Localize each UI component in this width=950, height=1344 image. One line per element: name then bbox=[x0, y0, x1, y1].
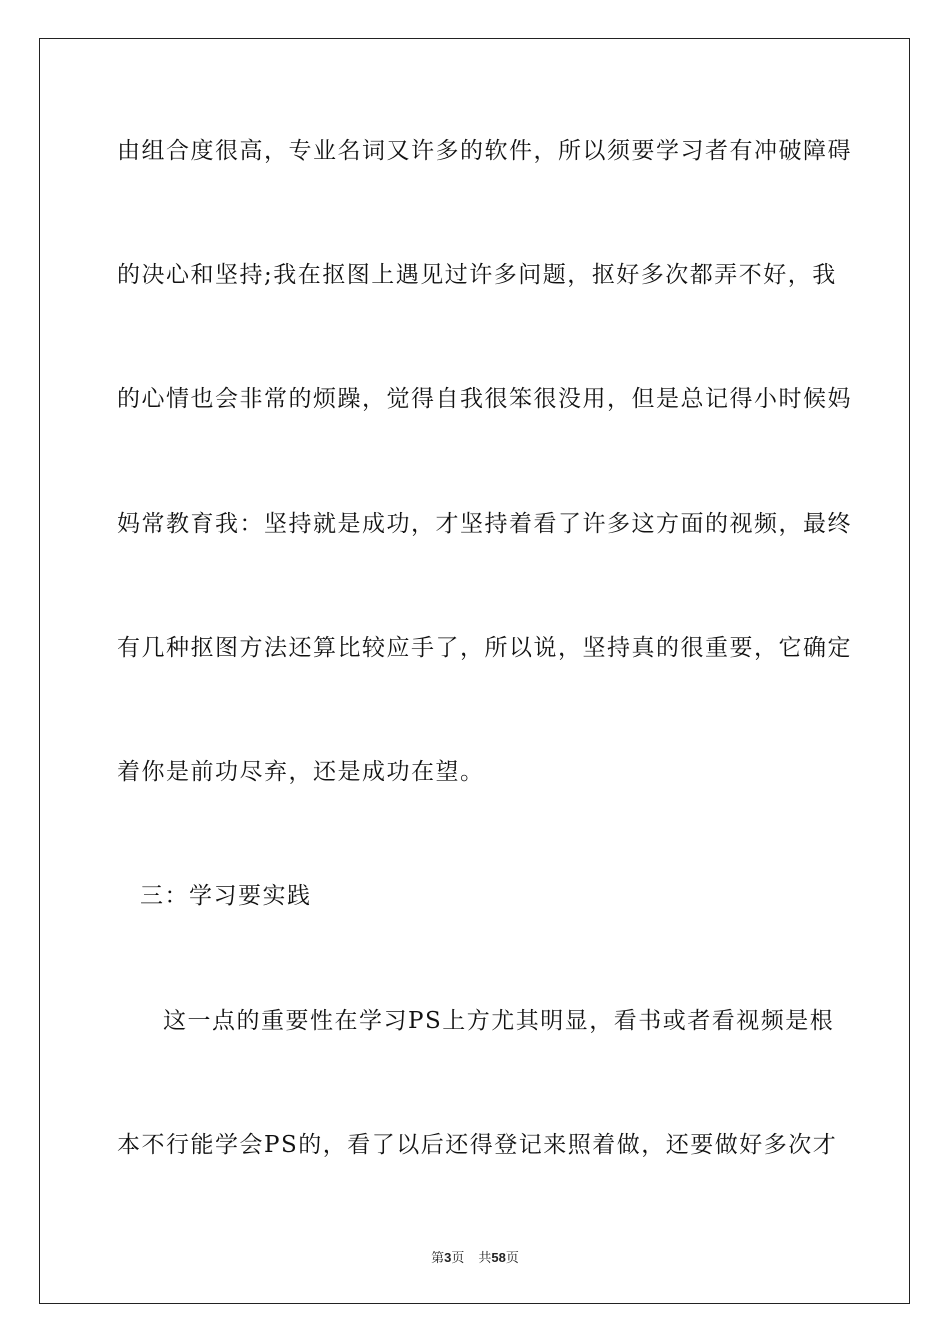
footer-total-suffix: 页 bbox=[505, 1251, 519, 1266]
footer-page-number: 3 bbox=[444, 1250, 452, 1265]
body-line-4: 妈常教育我：坚持就是成功，才坚持着看了许多这方面的视频，最终 bbox=[117, 511, 852, 537]
page-footer bbox=[0, 1247, 950, 1266]
body-line-6: 着你是前功尽弃，还是成功在望。 bbox=[117, 759, 485, 785]
body-line-2: 的决心和坚持;我在抠图上遇见过许多问题，抠好多次都弄不好，我 bbox=[117, 262, 837, 288]
footer-page-prefix: 第 bbox=[431, 1251, 445, 1266]
body-line-1: 由组合度很高，专业名词又许多的软件，所以须要学习者有冲破障碍 bbox=[117, 138, 852, 164]
section-heading: 三：学习要实践 bbox=[140, 883, 312, 909]
body-line-3: 的心情也会非常的烦躁，觉得自我很笨很没用，但是总记得小时候妈 bbox=[117, 386, 852, 412]
body-line-8: 这一点的重要性在学习PS上方尤其明显，看书或者看视频是根 bbox=[163, 1008, 835, 1034]
footer-total-prefix: 共 bbox=[478, 1251, 492, 1266]
footer-page-suffix: 页 bbox=[451, 1251, 465, 1266]
page-border bbox=[39, 38, 910, 1304]
body-line-5: 有几种抠图方法还算比较应手了，所以说，坚持真的很重要，它确定 bbox=[117, 635, 852, 661]
footer-total-number: 58 bbox=[491, 1250, 506, 1265]
body-line-9: 本不行能学会PS的，看了以后还得登记来照着做，还要做好多次才 bbox=[117, 1132, 838, 1158]
